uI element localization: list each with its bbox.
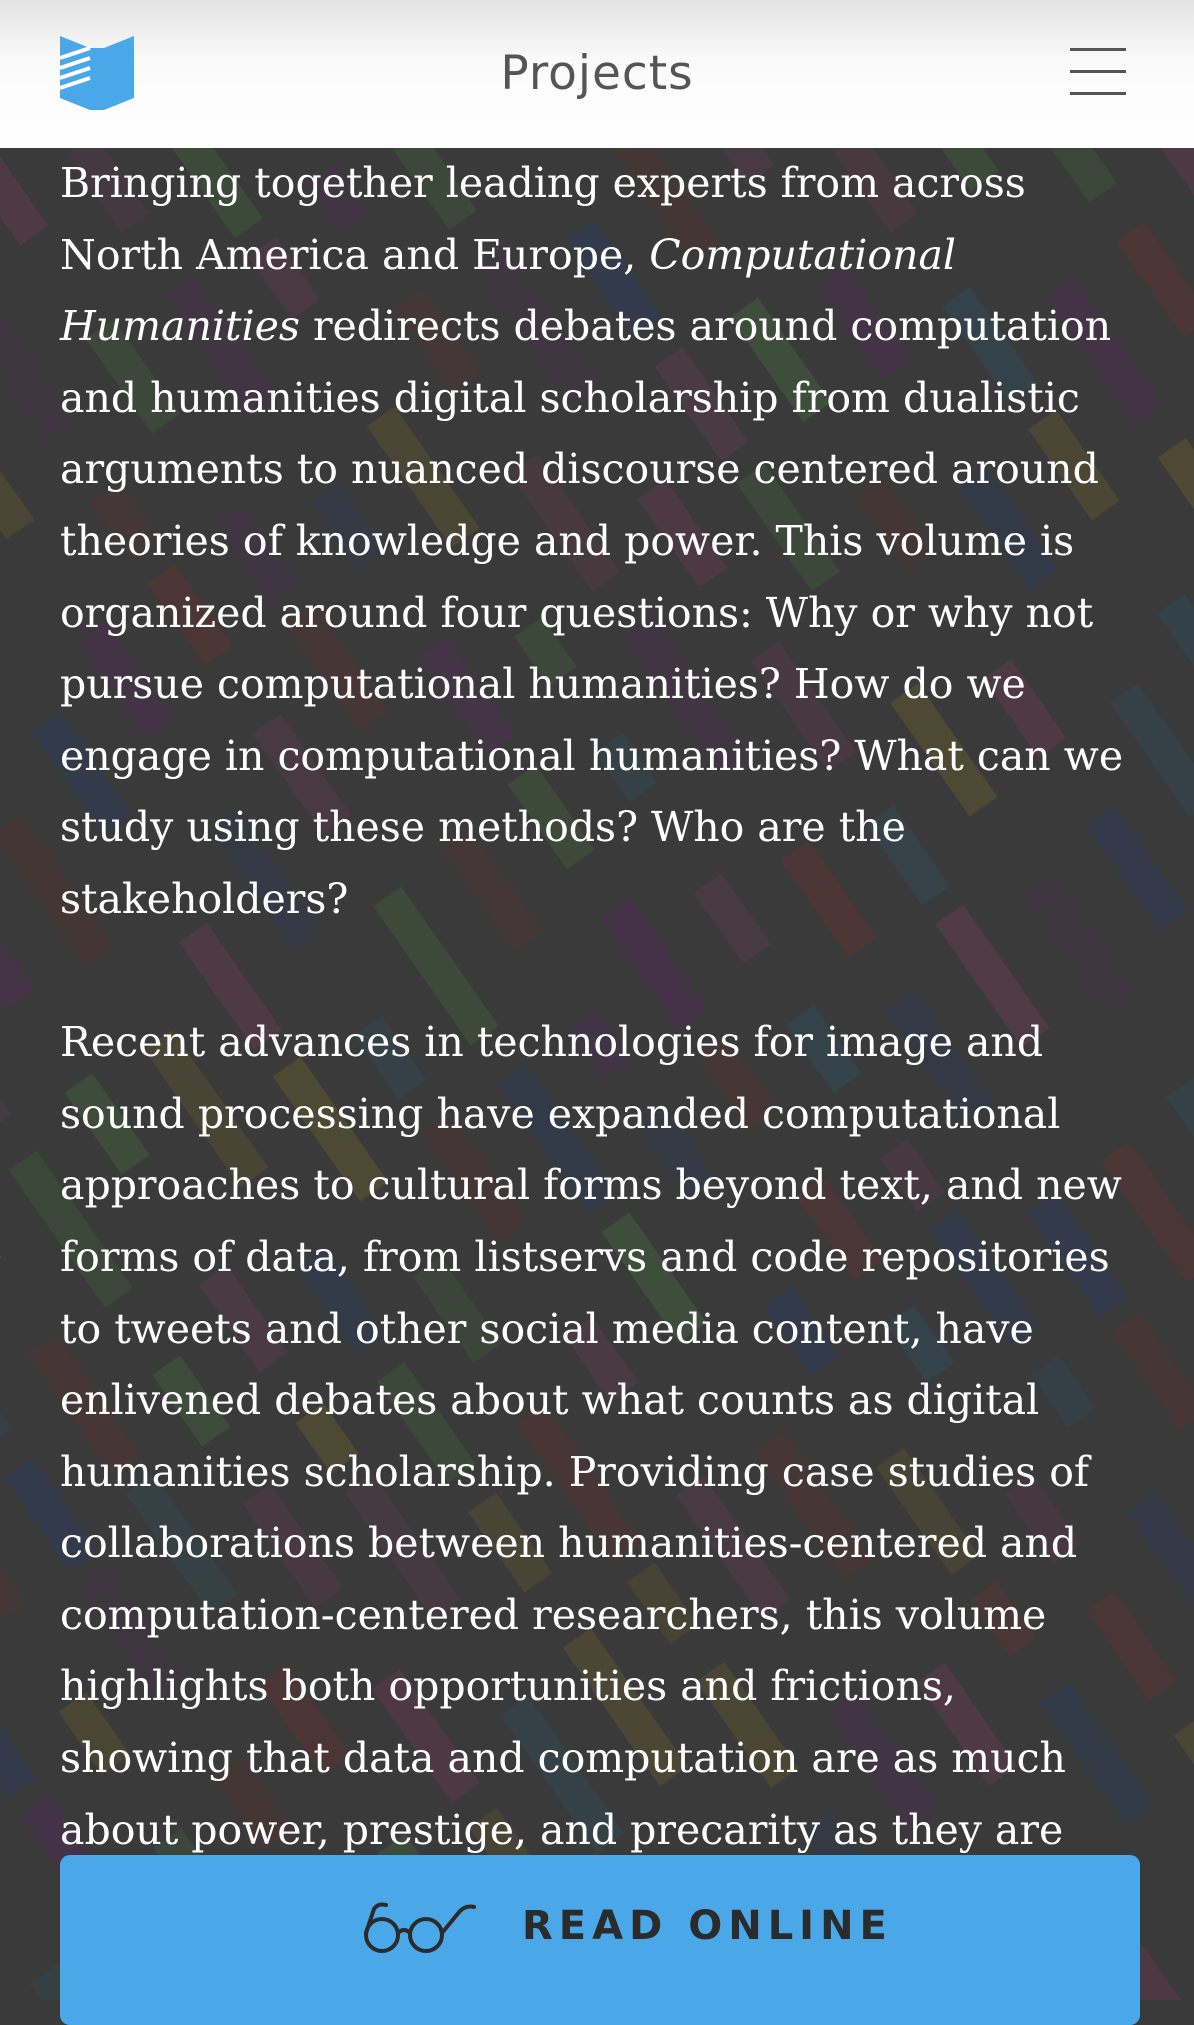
- menu-line: [1070, 70, 1126, 73]
- background-stripe: [1166, 1077, 1194, 1167]
- background-stripe: [0, 148, 48, 245]
- description-paragraph-2: [60, 1007, 1140, 1938]
- background-stripe: [0, 1121, 2, 1277]
- page-title: Projects: [500, 46, 694, 101]
- background-stripe: [1158, 438, 1194, 554]
- glasses-icon: [360, 1897, 480, 1957]
- read-online-label: READ ONLINE: [522, 1903, 893, 1949]
- project-description: [60, 148, 1140, 1938]
- menu-line: [1070, 92, 1126, 95]
- background-stripe: [0, 1335, 12, 1449]
- book-title: Computational Humanities: [60, 230, 957, 351]
- paragraph-text: Recent advances in technologies for image and sound processing have expanded computational approaches to cultural forms beyond text, and new forms of data, from listservs and code repositories to tweets and other social media content, have enlivened debates about what counts as digital humanities scholarship. Providing case studies of collaborations between humanities-centered and computation-centered researchers, this volume highlights both opportunities and frictions, showing that data and computation are as much about power, prestige, and precarity as they are: [60, 1018, 1122, 1854]
- menu-line: [1070, 48, 1126, 51]
- background-stripe: [0, 1697, 36, 1797]
- background-stripe: [1157, 594, 1194, 679]
- background-stripe: [0, 865, 34, 1009]
- background-stripe: [1174, 1716, 1194, 1798]
- background-stripe: [1147, 148, 1194, 241]
- background-stripe: [0, 1545, 24, 1622]
- top-navigation-bar: [0, 0, 1194, 148]
- paragraph-text: redirects debates around computation and humanities digital scholarship from dualistic arguments to nuanced discourse centered around theories of knowledge and power. This volume is organized around four questions: Why or why not pursue computational humanities? How do we engage in computational humanities? What can we study using these methods? Who are the stakeholders?: [60, 302, 1124, 923]
- background-stripe: [0, 1066, 12, 1135]
- paragraph-text: Bringing together leading experts from across North America and Europe,: [60, 159, 1026, 279]
- description-paragraph-1: [60, 148, 1140, 936]
- hamburger-menu-icon[interactable]: [1070, 48, 1126, 98]
